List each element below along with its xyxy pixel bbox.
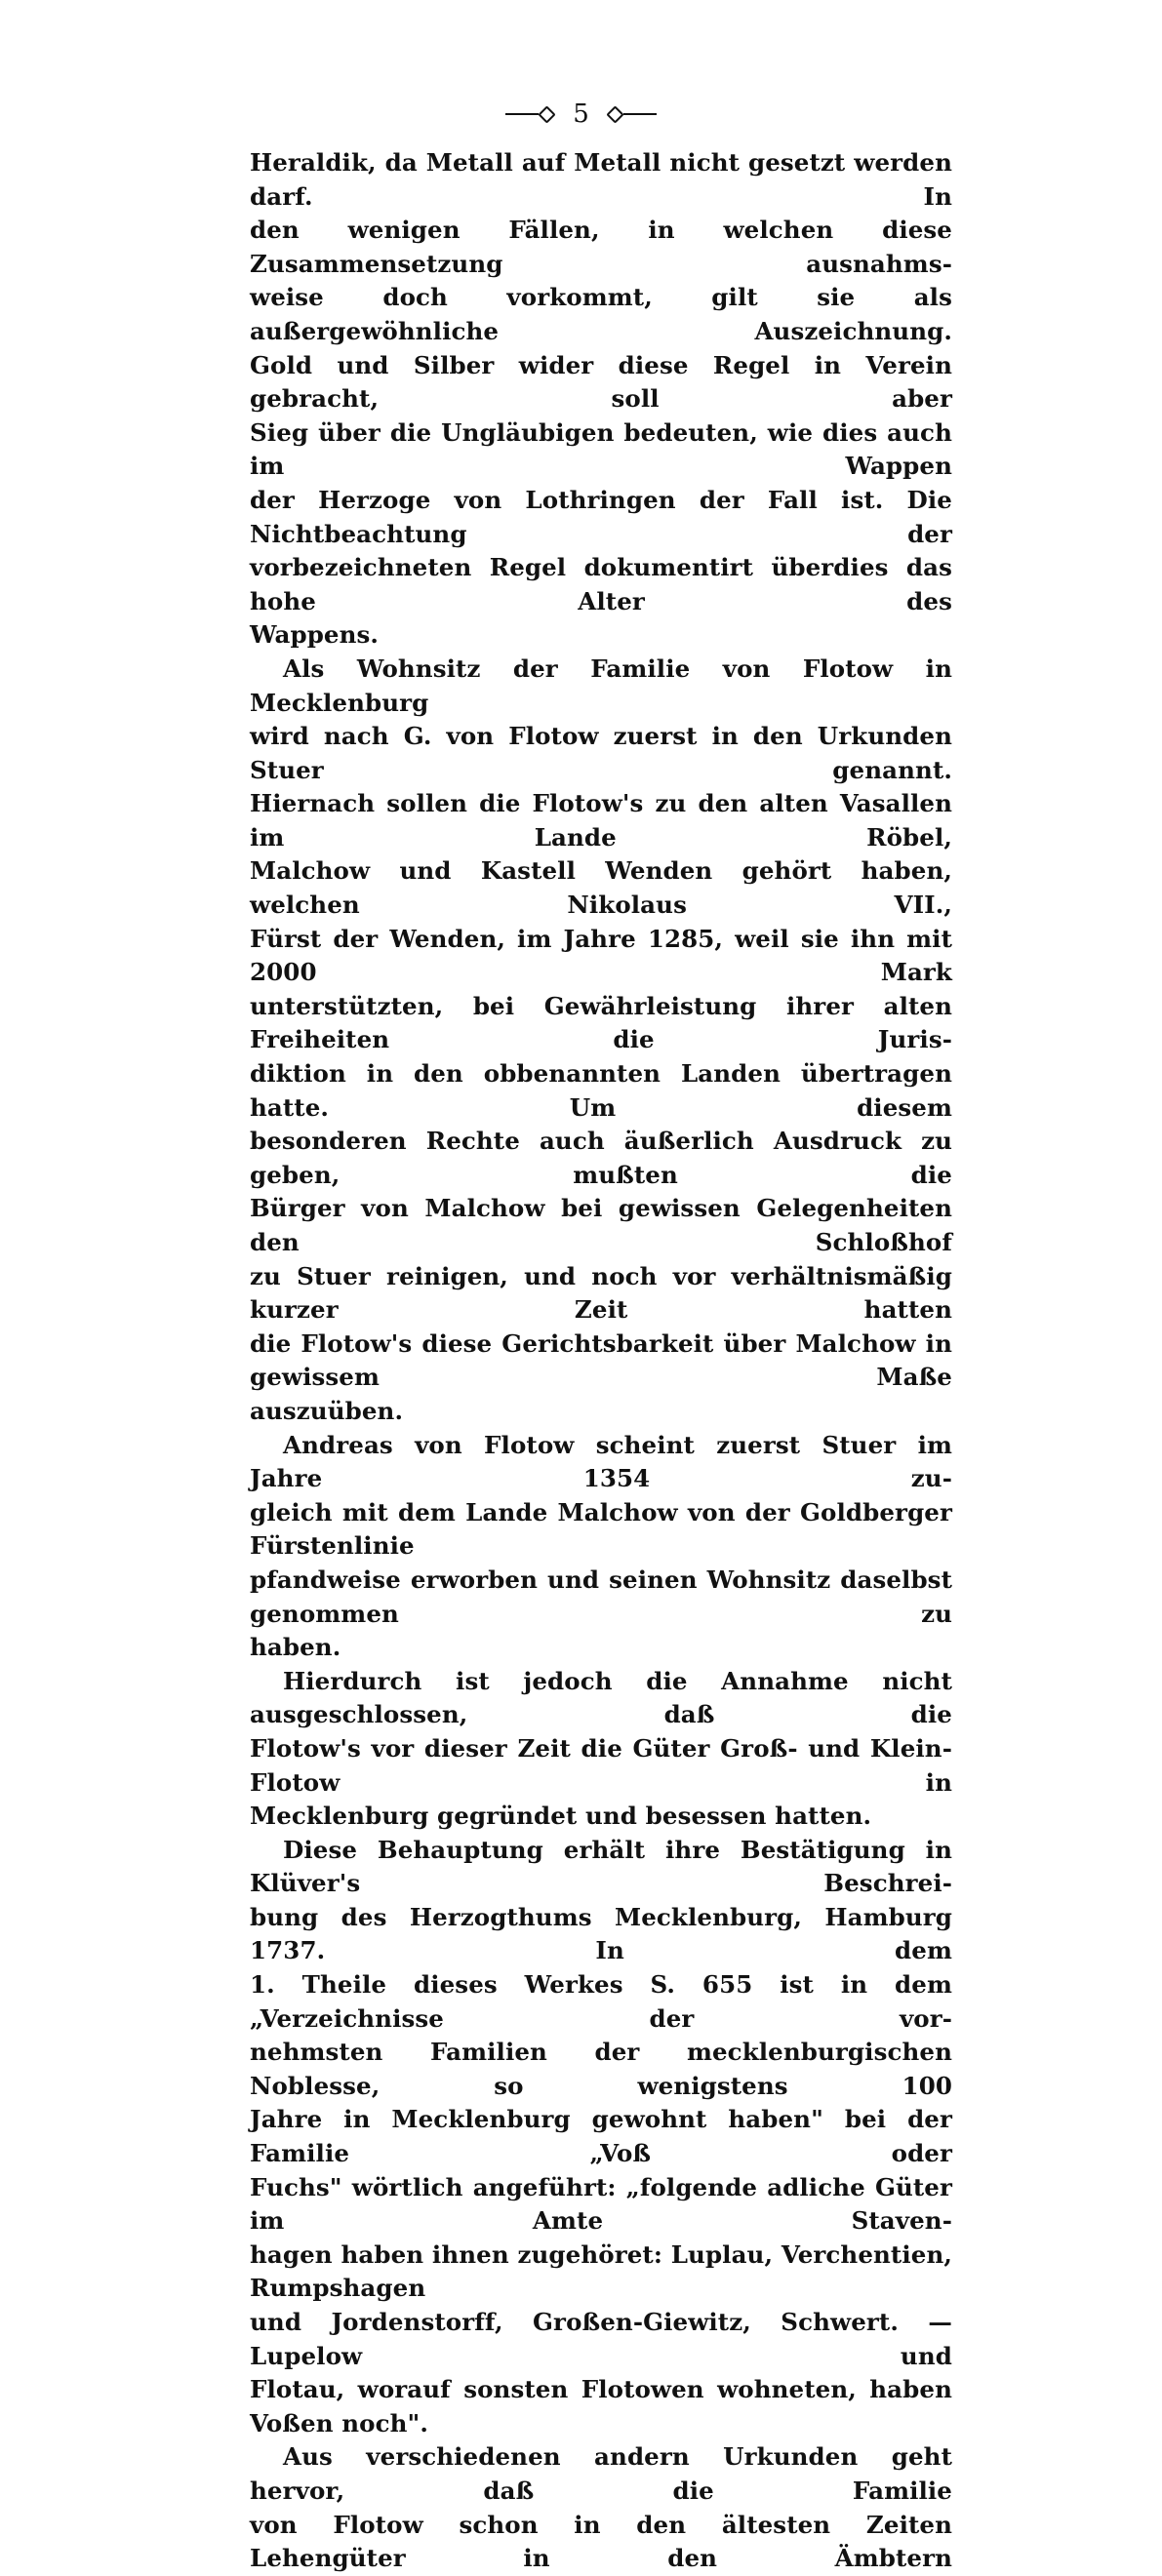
- text-line: Jahre in Mecklenburg gewohnt haben" bei der Familie „Voß oder: [250, 2105, 952, 2168]
- text-line: Flotau, worauf sonsten Flotowen wohneten, haben Voßen noch".: [250, 2375, 952, 2437]
- body-text: [250, 146, 952, 2576]
- text-line: unterstützten, bei Gewährleistung ihrer alten Freiheiten die Juris-: [250, 991, 952, 1054]
- text-line: Andreas von Flotow scheint zuerst Stuer im Jahre 1354 zu-: [250, 1430, 952, 1493]
- text-line: von Flotow schon in den ältesten Zeiten Lehengüter in den Ämbtern: [250, 2510, 952, 2573]
- text-line: pfandweise erworben und seinen Wohnsitz daselbst genommen zu: [250, 1565, 952, 1628]
- text-line: Gold und Silber wider diese Regel in Verein gebracht, soll aber: [250, 350, 952, 414]
- text-line: 1. Theile dieses Werkes S. 655 ist in dem „Verzeichnisse der vor-: [250, 1970, 952, 2033]
- text-line: Aus verschiedenen andern Urkunden geht hervor, daß die Familie: [250, 2442, 952, 2505]
- text-line: Flotow's vor dieser Zeit die Güter Groß- und Klein-Flotow in: [250, 1733, 952, 1797]
- text-line: Heraldik, da Metall auf Metall nicht gesetzt werden darf. In: [250, 148, 952, 211]
- text-line: hagen haben ihnen zugehöret: Luplau, Verchentien, Rumpshagen: [250, 2239, 952, 2303]
- text-line: Fuchs" wörtlich angeführt: „folgende adliche Güter im Amte Staven-: [250, 2172, 952, 2236]
- text-line: Hierdurch ist jedoch die Annahme nicht ausgeschlossen, daß die: [250, 1666, 952, 1729]
- text-line: weise doch vorkommt, gilt sie als außergewöhnliche Auszeichnung.: [250, 283, 952, 345]
- text-line: Bürger von Malchow bei gewissen Gelegenheiten den Schloßhof: [250, 1194, 952, 1256]
- text-line: die Flotow's diese Gerichtsbarkeit über Malchow in gewissem Maße: [250, 1328, 952, 1392]
- text-line: auszuüben.: [250, 1396, 404, 1425]
- text-line: der Herzoge von Lothringen der Fall ist. Die Nichtbeachtung der: [250, 485, 952, 548]
- right-ornament-icon: [607, 108, 657, 121]
- text-line: nehmsten Familien der mecklenburgischen Noblesse, so wenigstens 100: [250, 2038, 952, 2100]
- text-line: zu Stuer reinigen, und noch vor verhältnismäßig kurzer Zeit hatten: [250, 1261, 952, 1325]
- text-line: Diese Behauptung erhält ihre Bestätigung in Klüver's Beschrei-: [250, 1835, 952, 1898]
- text-line: diktion in den obbenannten Landen übertragen hatte. Um diesem: [250, 1059, 952, 1122]
- text-line: wird nach G. von Flotow zuerst in den Urkunden Stuer genannt.: [250, 722, 952, 784]
- left-ornament-icon: [505, 108, 555, 121]
- text-line: Fürst der Wenden, im Jahre 1285, weil sie ihn mit 2000 Mark: [250, 924, 952, 987]
- text-line: gleich mit dem Lande Malchow von der Goldberger Fürstenlinie: [250, 1497, 952, 1561]
- text-line: bung des Herzogthums Mecklenburg, Hamburg 1737. In dem: [250, 1902, 952, 1965]
- page-header: [0, 90, 1162, 139]
- text-line: haben.: [250, 1633, 341, 1662]
- text-line: besonderen Rechte auch äußerlich Ausdruck zu geben, mußten die: [250, 1127, 952, 1189]
- text-line: vorbezeichneten Regel dokumentirt überdies das hohe Alter des: [250, 553, 952, 615]
- page-number: 5: [573, 99, 589, 129]
- text-line: Sieg über die Ungläubigen bedeuten, wie dies auch im Wappen: [250, 417, 952, 481]
- text-line: Malchow und Kastell Wenden gehört haben, welchen Nikolaus VII.,: [250, 856, 952, 920]
- text-line: und Jordenstorff, Großen-Giewitz, Schwert. — Lupelow und: [250, 2308, 952, 2370]
- text-line: Als Wohnsitz der Familie von Flotow in Mecklenburg: [250, 654, 952, 717]
- text-line: Hiernach sollen die Flotow's zu den alten Vasallen im Lande Röbel,: [250, 789, 952, 852]
- text-line: Wappens.: [250, 620, 380, 650]
- text-line: Mecklenburg gegründet und besessen hatten.: [250, 1802, 872, 1831]
- text-line: den wenigen Fällen, in welchen diese Zusammensetzung ausnahms-: [250, 216, 952, 278]
